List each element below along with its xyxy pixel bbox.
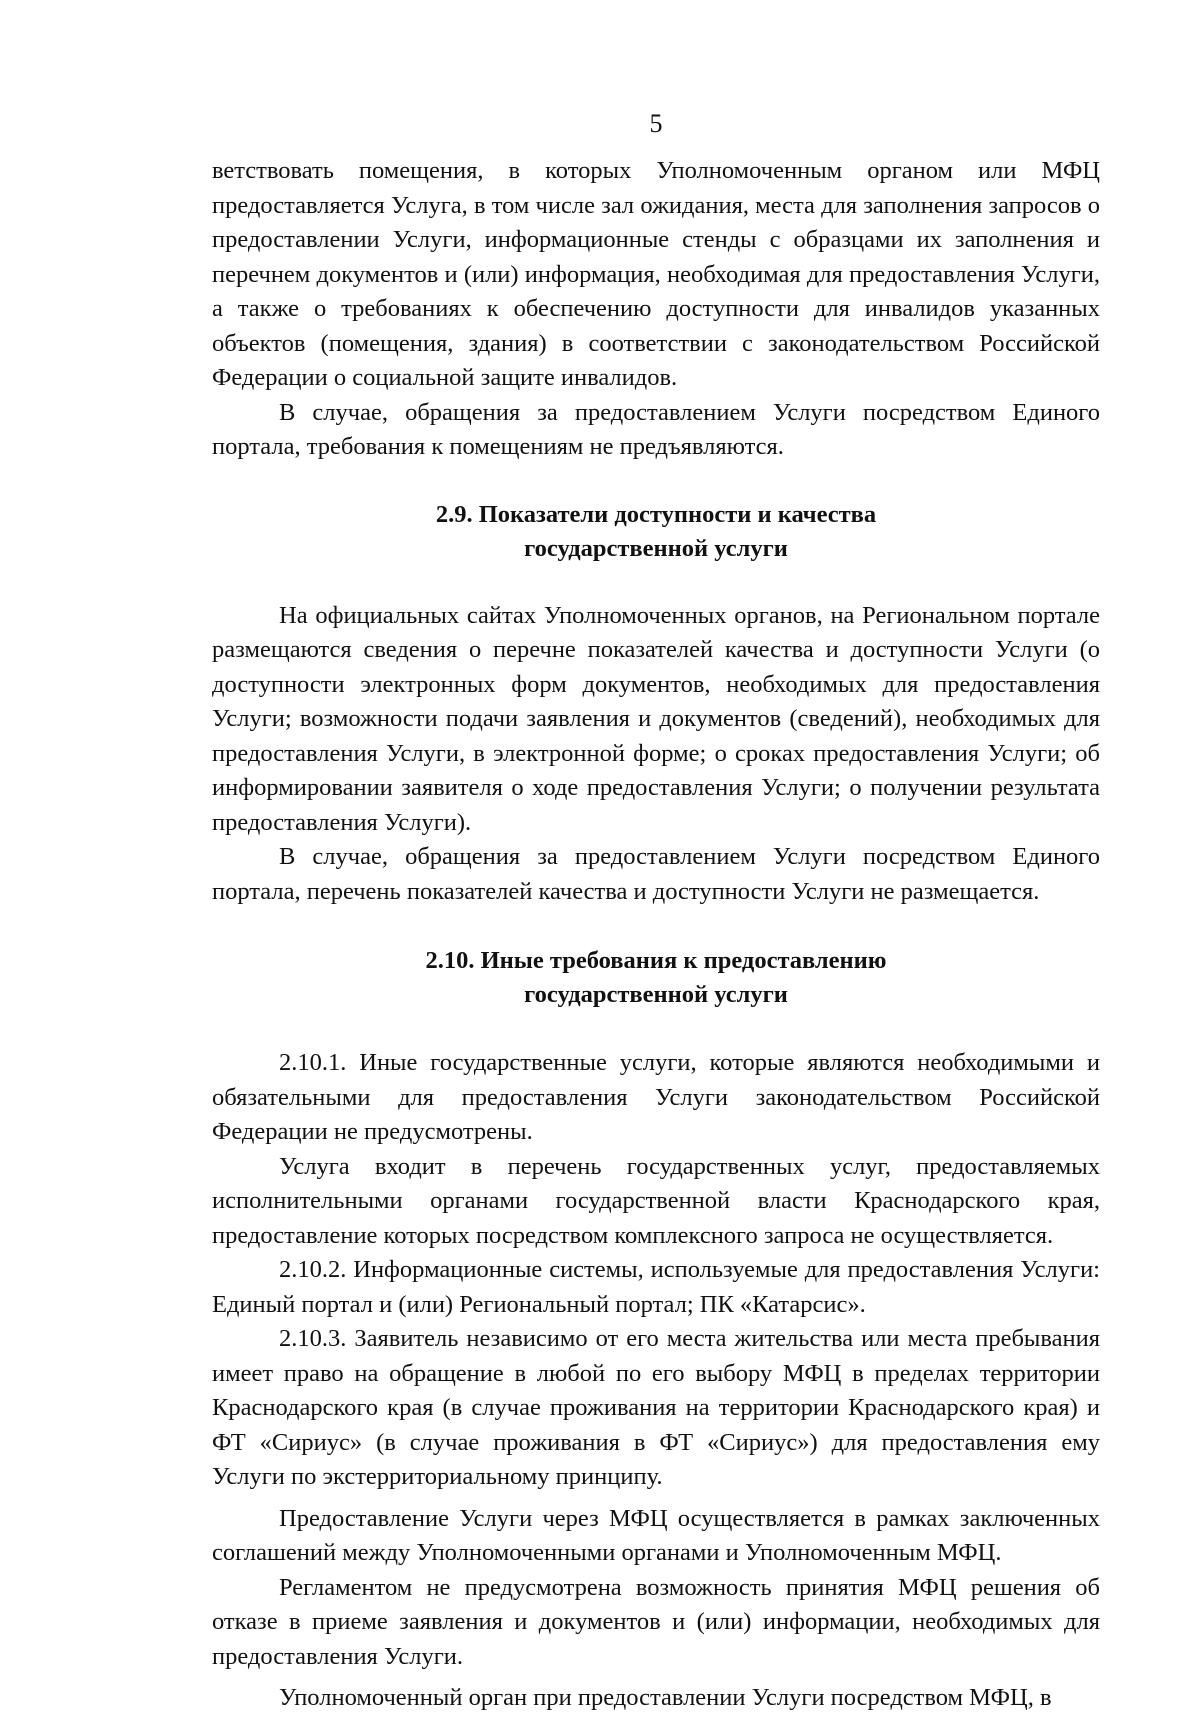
section-heading-line: 2.9. Показатели доступности и качества [435,500,877,528]
paragraph-continuation: ветствовать помещения, в которых Уполномоченным органом или МФЦ предоставляется Услуга, в том числе зал ожидания, места для заполнения запросов о предоставлении Услуги, информационные стенды с образцами их заполнения и перечнем документов и (или) информация, необходимая для предоставления Услуги, а также о требованиях к обеспечению доступности для инвалидов указанных объектов (помещения, здания) в соответствии с законодательством Российской Федерации о социальной защите инвалидов. [212,157,1100,391]
section-heading-line: государственной услуги [524,981,788,1008]
paragraph: В случае, обращения за предоставлением Услуги посредством Единого портала, требования к помещениям не предъявляются. [212,398,1100,460]
paragraph: Регламентом не предусмотрена возможность принятия МФЦ решения об отказе в приеме заявления и документов и (или) информации, необходимых для предоставления Услуги. [212,1573,1100,1670]
paragraph: Уполномоченный орган при предоставлении Услуги посредством МФЦ, в [279,1684,1052,1711]
paragraph: 2.10.3. Заявитель независимо от его места жительства или места пребывания имеет право на обращение в любой по его выбору МФЦ в пределах территории Краснодарского края (в случае проживания на территории Краснодарского края) и ФТ «Сириус» (в случае проживания в ФТ «Сириус») для предоставления ему Услуги по экстерриториальному принципу. [212,1325,1100,1490]
paragraph: Предоставление Услуги через МФЦ осуществляется в рамках заключенных соглашений между Уполномоченными органами и Уполномоченным МФЦ. [212,1504,1100,1566]
page-number: 5 [649,109,663,138]
paragraph: Услуга входит в перечень государственных услуг, предоставляемых исполнительными органами государственной власти Краснодарского края, предоставление которых посредством комплексного запроса не осуществляется. [212,1152,1100,1249]
paragraph: В случае, обращения за предоставлением Услуги посредством Единого портала, перечень показателей качества и доступности Услуги не размещается. [212,843,1100,905]
section-heading [212,498,1100,566]
document-page [212,108,1100,1716]
paragraph: 2.10.2. Информационные системы, используемые для предоставления Услуги: Единый портал и (или) Региональный портал; ПК «Катарсис». [212,1256,1100,1318]
paragraph: На официальных сайтах Уполномоченных органов, на Региональном портале размещаются сведения о перечне показателей качества и доступности Услуги (о доступности электронных форм документов, необходимых для предоставления Услуги; возможности подачи заявления и документов (сведений), необходимых для предоставления Услуги, в электронной форме; о сроках предоставления Услуги; об информировании заявителя о ходе предоставления Услуги; о получении результата предоставления Услуги). [212,601,1100,836]
paragraph: 2.10.1. Иные государственные услуги, которые являются необходимыми и обязательными для предоставления Услуги законодательством Российской Федерации не предусмотрены. [212,1049,1100,1145]
section-2-9 [212,498,1100,910]
section-heading-line: 2.10. Иные требования к предоставлению [425,947,887,974]
section-heading-line: государственной услуги [524,534,788,562]
section-heading [212,944,1100,1012]
section-2-10 [212,944,1100,1716]
